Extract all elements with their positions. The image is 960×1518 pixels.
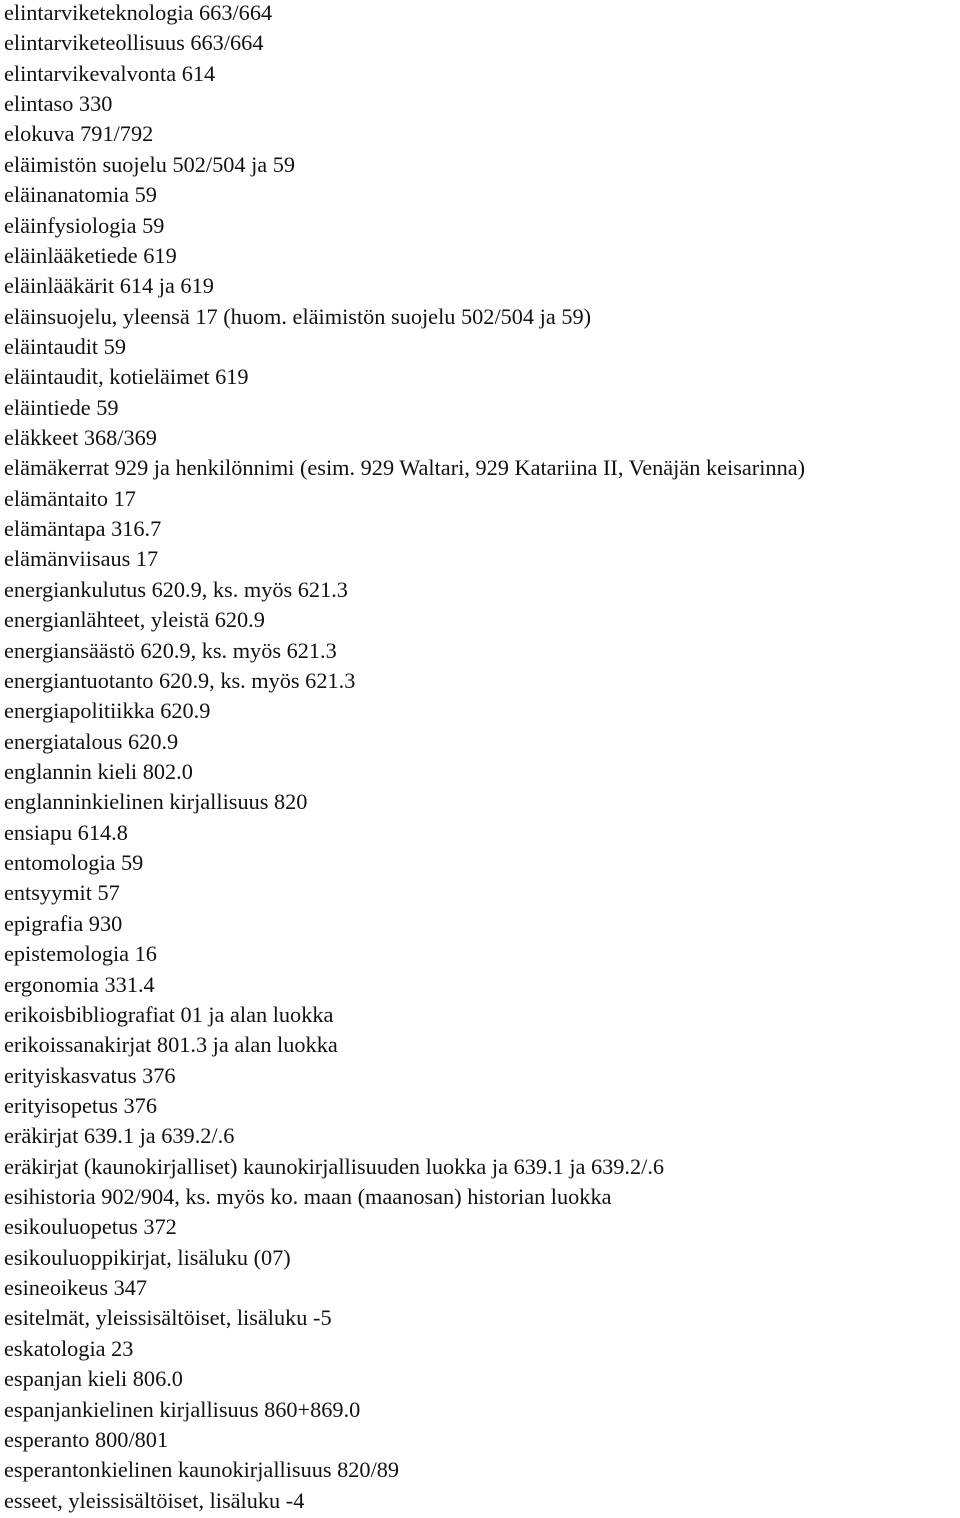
- index-entry: erityiskasvatus 376: [4, 1062, 176, 1088]
- index-entry: englannin kieli 802.0: [4, 758, 193, 784]
- index-entry: eläinanatomia 59: [4, 182, 157, 208]
- index-entry: englanninkielinen kirjallisuus 820: [4, 789, 308, 815]
- index-entry: elintarvikevalvonta 614: [4, 60, 216, 86]
- index-entry: epistemologia 16: [4, 941, 157, 967]
- index-entry: eläinlääkärit 614 ja 619: [4, 273, 214, 299]
- index-entry: elämänviisaus 17: [4, 546, 159, 572]
- index-entry: entsyymit 57: [4, 880, 120, 906]
- index-entry: ergonomia 331.4: [4, 971, 155, 997]
- index-entry: energiantuotanto 620.9, ks. myös 621.3: [4, 667, 356, 693]
- index-entry: elämäntaito 17: [4, 485, 136, 511]
- index-entry: elämäkerrat 929 ja henkilönnimi (esim. 929 Waltari, 929 Katariina II, Venäjän keisarinna): [4, 455, 806, 481]
- index-entry: erikoisbibliografiat 01 ja alan luokka: [4, 1001, 334, 1027]
- index-entry: energiankulutus 620.9, ks. myös 621.3: [4, 576, 348, 602]
- index-entry: elokuva 791/792: [4, 121, 154, 147]
- index-entry: entomologia 59: [4, 850, 144, 876]
- index-entry: esikouluopetus 372: [4, 1214, 177, 1240]
- index-entry: energiapolitiikka 620.9: [4, 698, 211, 724]
- index-entry: elintarviketeknologia 663/664: [4, 0, 273, 25]
- index-entry: ensiapu 614.8: [4, 819, 128, 845]
- index-entry: eläkkeet 368/369: [4, 425, 157, 451]
- index-entry: espanjankielinen kirjallisuus 860+869.0: [4, 1396, 361, 1422]
- index-entry: elintarviketeollisuus 663/664: [4, 30, 264, 56]
- index-entry: eräkirjat 639.1 ja 639.2/.6: [4, 1123, 235, 1149]
- index-entry: eräkirjat (kaunokirjalliset) kaunokirjallisuuden luokka ja 639.1 ja 639.2/.6: [4, 1153, 665, 1179]
- index-entry: espanjan kieli 806.0: [4, 1366, 183, 1392]
- index-entry: esperantonkielinen kaunokirjallisuus 820/89: [4, 1457, 400, 1483]
- index-entry: eskatologia 23: [4, 1335, 134, 1361]
- index-entry: eläimistön suojelu 502/504 ja 59: [4, 151, 296, 177]
- index-entry: esitelmät, yleissisältöiset, lisäluku -5: [4, 1305, 332, 1331]
- index-entry: eläinfysiologia 59: [4, 212, 165, 238]
- index-entry: esperanto 800/801: [4, 1426, 169, 1452]
- index-entry: eläintiede 59: [4, 394, 119, 420]
- index-entry: eläintaudit 59: [4, 333, 126, 359]
- index-entry: eläintaudit, kotieläimet 619: [4, 364, 249, 390]
- index-entry: esineoikeus 347: [4, 1275, 148, 1301]
- index-entry: eläinlääketiede 619: [4, 242, 177, 268]
- index-entry: energianlähteet, yleistä 620.9: [4, 607, 265, 633]
- index-entry: erityisopetus 376: [4, 1092, 157, 1118]
- index-entry: elämäntapa 316.7: [4, 516, 162, 542]
- index-entry: erikoissanakirjat 801.3 ja alan luokka: [4, 1032, 338, 1058]
- index-entry: epigrafia 930: [4, 910, 123, 936]
- index-entry-list: [4, 0, 805, 1516]
- index-entry: esikouluoppikirjat, lisäluku (07): [4, 1244, 291, 1270]
- index-entry: esseet, yleissisältöiset, lisäluku -4: [4, 1487, 305, 1513]
- index-entry: eläinsuojelu, yleensä 17 (huom. eläimistön suojelu 502/504 ja 59): [4, 303, 592, 329]
- index-entry: energiansäästö 620.9, ks. myös 621.3: [4, 637, 337, 663]
- index-entry: energiatalous 620.9: [4, 728, 179, 754]
- index-entry: esihistoria 902/904, ks. myös ko. maan (maanosan) historian luokka: [4, 1184, 612, 1210]
- index-entry: elintaso 330: [4, 91, 113, 117]
